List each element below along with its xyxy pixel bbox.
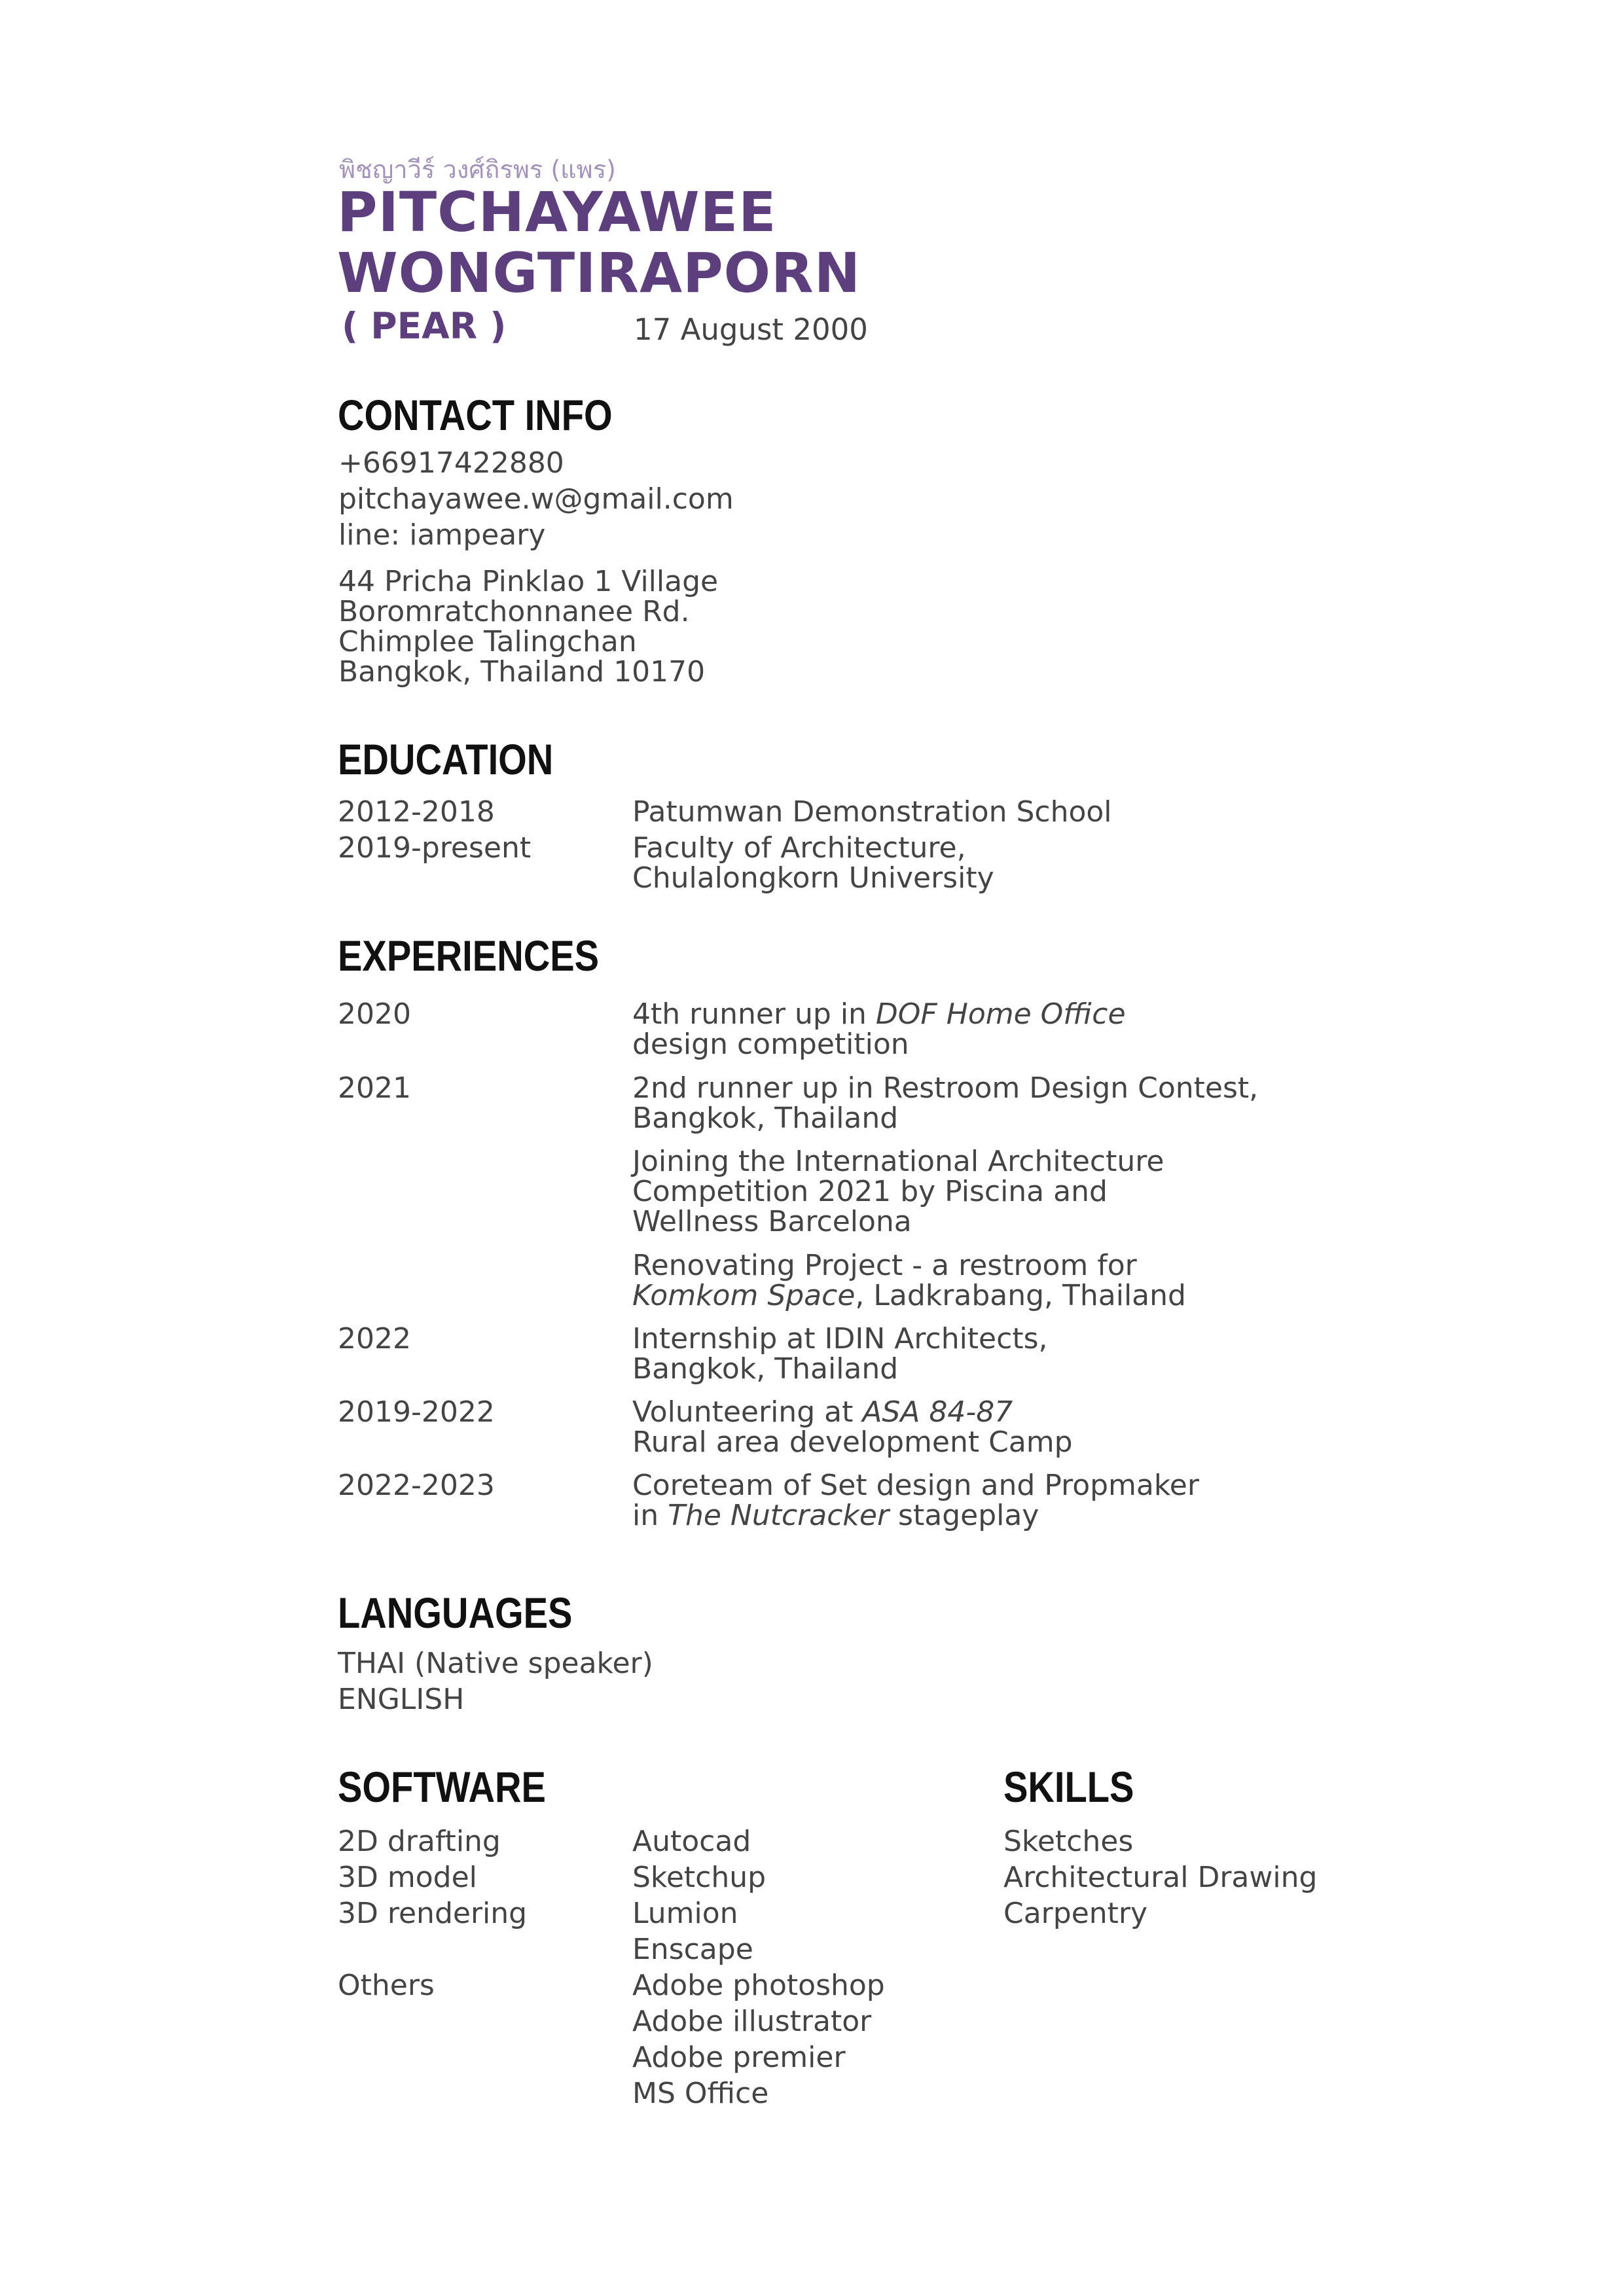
address-line: 44 Pricha Pinklao 1 Village bbox=[338, 565, 719, 598]
education-heading: EDUCATION bbox=[338, 735, 554, 783]
name-line-1: PITCHAYAWEE bbox=[337, 180, 777, 244]
address-line: Boromratchonnanee Rd. bbox=[338, 595, 690, 628]
address-block bbox=[338, 567, 718, 687]
nickname: ( PEAR ) bbox=[342, 305, 507, 347]
software-tool: Adobe photoshop bbox=[632, 1969, 885, 2002]
address-line: Bangkok, Thailand 10170 bbox=[338, 655, 706, 689]
experience-year: 2021 bbox=[338, 1071, 411, 1105]
skills-heading: SKILLS bbox=[1003, 1763, 1134, 1811]
software-category: Others bbox=[338, 1969, 435, 2002]
birthdate: 17 August 2000 bbox=[634, 312, 868, 347]
software-tool: Enscape bbox=[632, 1933, 753, 1966]
experience-year: 2022 bbox=[338, 1322, 411, 1355]
software-tool: MS Office bbox=[632, 2077, 769, 2110]
experience-desc: Joining the International Architecture Competition 2021 by Piscina and Wellness Barcelona bbox=[632, 1145, 1164, 1238]
contact-heading: CONTACT INFO bbox=[338, 391, 613, 439]
education-desc: Patumwan Demonstration School bbox=[632, 795, 1112, 829]
experience-desc: Internship at IDIN Architects, Bangkok, Thailand bbox=[632, 1322, 1048, 1386]
skill-item: Carpentry bbox=[1003, 1897, 1148, 1930]
full-name bbox=[337, 182, 861, 304]
software-tool: Adobe premier bbox=[632, 2041, 846, 2074]
email-address: pitchayawee.w@gmail.com bbox=[338, 482, 734, 516]
experience-year: 2022-2023 bbox=[338, 1469, 495, 1502]
experience-year: 2019-2022 bbox=[338, 1395, 495, 1429]
software-heading: SOFTWARE bbox=[338, 1763, 546, 1811]
software-tool: Autocad bbox=[632, 1825, 751, 1858]
experiences-heading: EXPERIENCES bbox=[338, 931, 600, 980]
experience-desc: Coreteam of Set design and Propmaker in The Nutcracker stageplay bbox=[632, 1469, 1199, 1532]
software-category: 2D drafting bbox=[338, 1825, 501, 1858]
software-categories bbox=[338, 1823, 527, 2003]
experience-desc: Renovating Project - a restroom for Komkom Space, Ladkrabang, Thailand bbox=[632, 1249, 1186, 1312]
language-item: ENGLISH bbox=[338, 1683, 465, 1716]
name-line-2: WONGTIRAPORN bbox=[337, 241, 861, 305]
experience-desc: 4th runner up in DOF Home Office design competition bbox=[632, 997, 1126, 1061]
software-category: 3D rendering bbox=[338, 1897, 528, 1930]
languages-heading: LANGUAGES bbox=[338, 1588, 573, 1637]
software-tool: Adobe illustrator bbox=[632, 2005, 872, 2038]
education-year: 2019-present bbox=[338, 831, 532, 865]
experience-year: 2020 bbox=[338, 997, 411, 1031]
phone-number: +66917422880 bbox=[338, 446, 564, 480]
line-id: line: iampeary bbox=[338, 518, 546, 552]
software-tool: Sketchup bbox=[632, 1861, 767, 1894]
education-desc: Faculty of Architecture, Chulalongkorn University bbox=[632, 831, 994, 895]
contact-block bbox=[338, 445, 734, 553]
skill-item: Sketches bbox=[1003, 1825, 1134, 1858]
software-category: 3D model bbox=[338, 1861, 477, 1894]
thai-name: พิชญาวีร์ วงศ์ถิรพร (แพร) bbox=[339, 155, 616, 184]
skills-list bbox=[1003, 1823, 1317, 1931]
languages-list bbox=[338, 1645, 653, 1717]
language-item: THAI (Native speaker) bbox=[338, 1647, 653, 1680]
software-category bbox=[338, 1931, 527, 1967]
education-year: 2012-2018 bbox=[338, 795, 495, 829]
address-line: Chimplee Talingchan bbox=[338, 625, 637, 658]
skill-item: Architectural Drawing bbox=[1003, 1861, 1318, 1894]
experience-desc: Volunteering at ASA 84-87 Rural area development Camp bbox=[632, 1395, 1073, 1459]
software-tools bbox=[632, 1823, 885, 2111]
experience-desc: 2nd runner up in Restroom Design Contest, Bangkok, Thailand bbox=[632, 1071, 1259, 1135]
software-tool: Lumion bbox=[632, 1897, 738, 1930]
